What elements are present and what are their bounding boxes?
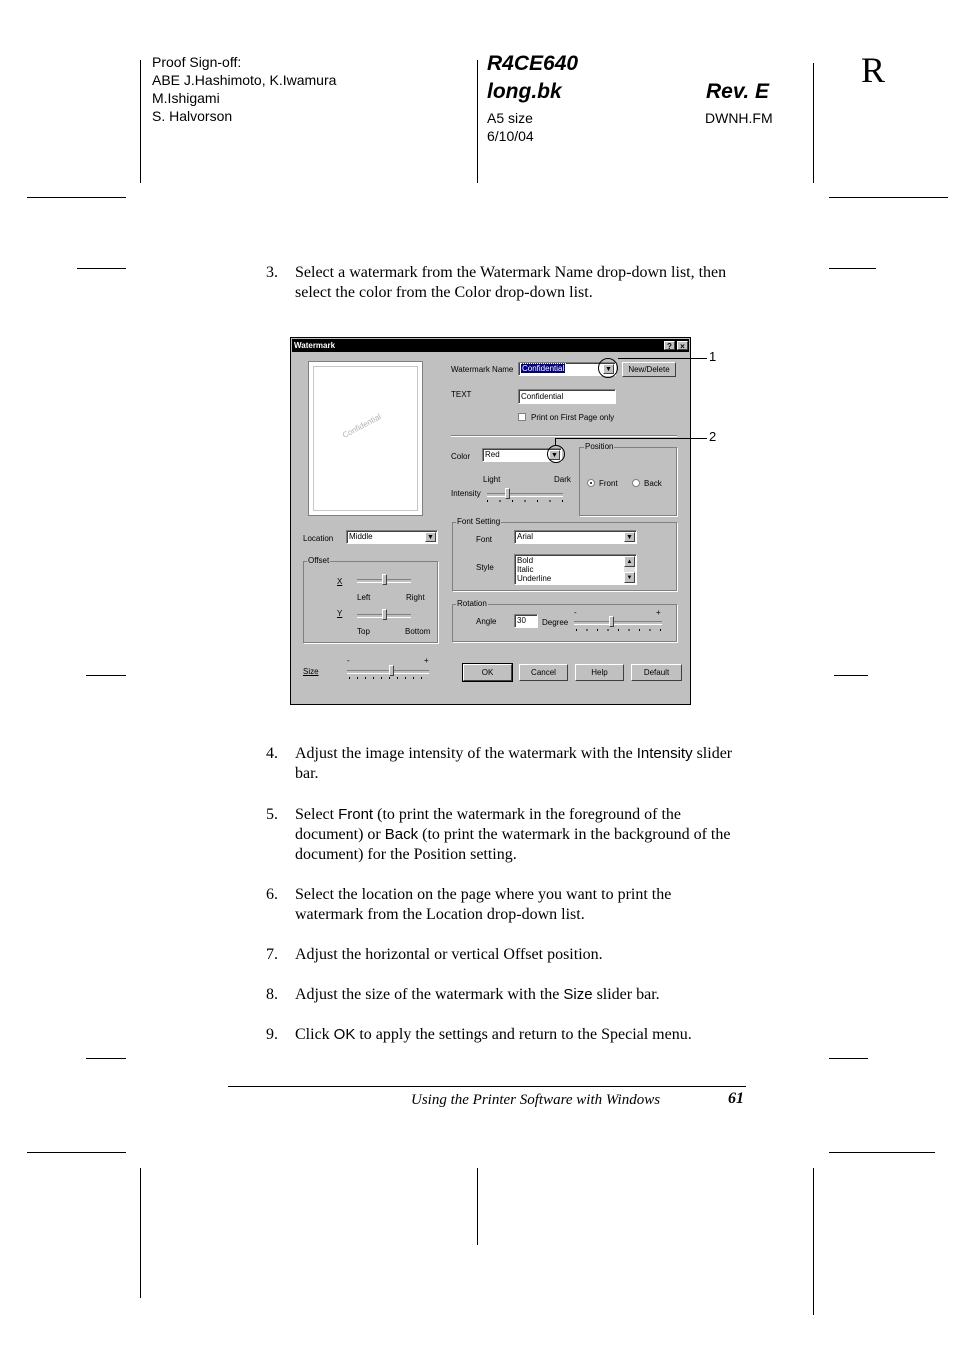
default-button[interactable]: Default	[631, 664, 682, 681]
step-text: Adjust the horizontal or vertical Offset position.	[295, 946, 603, 963]
callout-circle-1	[598, 358, 618, 378]
watermark-name-label: Watermark Name	[451, 365, 514, 374]
step-number: 5.	[266, 806, 278, 823]
text-input[interactable]: Confidential	[518, 389, 616, 404]
location-label: Location	[303, 534, 334, 543]
offset-label: Offset	[308, 556, 330, 565]
crop-mark	[86, 675, 126, 676]
step-text-part: (to print the watermark in the foreground of the document) or	[295, 806, 682, 843]
crop-mark	[140, 60, 141, 183]
step-text-part: slider bar.	[596, 986, 660, 1003]
dropdown-arrow-icon[interactable]: ▼	[603, 364, 614, 374]
crop-mark	[813, 63, 814, 183]
rotation-slider[interactable]	[574, 616, 662, 630]
preview-watermark: Confidential	[341, 412, 383, 440]
step-text	[295, 985, 766, 1005]
intensity-dark-label: Dark	[554, 475, 571, 484]
slider-ticks	[349, 677, 429, 679]
print-first-page-label: Print on First Page only	[531, 413, 615, 422]
header-size: A5 size	[487, 110, 533, 126]
step-text-part: (to print the watermark in the background of the document) for the Position setting.	[295, 826, 731, 863]
y-label: Y	[337, 609, 343, 618]
y-offset-slider[interactable]	[357, 609, 411, 623]
ui-term: OK	[333, 1026, 356, 1043]
slider-track	[487, 493, 563, 497]
rotation-label: Rotation	[457, 599, 487, 608]
header-code: R4CE640	[487, 52, 579, 75]
x-right-label: Right	[406, 593, 425, 602]
callout-number-2: 2	[709, 429, 717, 444]
step-text	[295, 1025, 760, 1045]
size-plus-label: +	[424, 656, 429, 665]
proof-line: Proof Sign-off:	[152, 54, 242, 70]
step-9	[266, 1025, 766, 1045]
header-date: 6/10/04	[487, 128, 534, 144]
crop-mark	[834, 675, 868, 676]
font-label: Font	[476, 535, 493, 544]
dropdown-arrow-icon[interactable]: ▼	[549, 450, 560, 460]
intensity-label: Intensity	[451, 489, 481, 498]
step-number: 6.	[266, 886, 278, 903]
watermark-name-value: Confidential	[522, 364, 565, 373]
step-6	[266, 885, 766, 925]
location-select[interactable]	[346, 530, 438, 544]
slider-ticks	[487, 500, 563, 502]
step-text	[295, 805, 747, 865]
proof-line: M.Ishigami	[152, 90, 220, 106]
location-value: Middle	[349, 532, 373, 541]
step-text-part: slider bar.	[295, 745, 733, 782]
y-bottom-label: Bottom	[405, 627, 431, 636]
font-setting-label: Font Setting	[457, 517, 501, 526]
step-text-part: Adjust the image intensity of the watermark with the	[295, 745, 633, 762]
x-label: X	[337, 577, 343, 586]
step-number: 8.	[266, 986, 278, 1003]
step-text-part: Select	[295, 806, 335, 823]
crop-mark	[477, 1168, 478, 1245]
color-label: Color	[451, 452, 471, 461]
font-value: Arial	[517, 532, 534, 541]
new-delete-button[interactable]: New/Delete	[622, 362, 676, 377]
rotation-minus-label: -	[574, 608, 577, 617]
header-book: long.bk	[487, 80, 562, 103]
footer-rule	[228, 1086, 746, 1087]
slider-thumb[interactable]	[609, 616, 614, 627]
callout-leader-2	[555, 438, 707, 439]
step-number: 4.	[266, 745, 278, 762]
callout-leader-1	[618, 358, 707, 359]
ui-term: Intensity	[636, 745, 693, 762]
size-minus-label: -	[347, 656, 350, 665]
style-listbox[interactable]	[514, 554, 637, 585]
dropdown-arrow-icon[interactable]: ▼	[425, 532, 436, 542]
step-text-part: Click	[295, 1026, 330, 1043]
degree-label: Degree	[542, 618, 569, 627]
slider-thumb[interactable]	[382, 609, 387, 620]
footer-title: Using the Printer Software with Windows	[411, 1092, 661, 1108]
crop-mark	[86, 1058, 126, 1059]
proof-signoff	[152, 53, 336, 125]
separator	[451, 435, 677, 437]
dialog-titlebar	[292, 339, 689, 352]
step-number: 3.	[266, 264, 278, 281]
text-label: TEXT	[451, 390, 472, 399]
slider-ticks	[576, 629, 662, 631]
crop-mark	[140, 1168, 141, 1298]
front-radio[interactable]	[587, 479, 595, 487]
style-label: Style	[476, 563, 494, 572]
step-text-part: Adjust the size of the watermark with the	[295, 986, 560, 1003]
back-radio[interactable]	[632, 479, 640, 487]
style-option[interactable]: Underline	[517, 574, 552, 583]
callout-number-1: 1	[709, 349, 717, 364]
slider-track	[574, 621, 662, 625]
slider-thumb[interactable]	[382, 574, 387, 585]
scrollbar[interactable]	[624, 556, 635, 583]
font-select[interactable]	[514, 530, 637, 544]
help-button[interactable]: Help	[575, 664, 624, 681]
preview-page	[313, 366, 418, 511]
style-option[interactable]: Italic	[517, 565, 534, 574]
preview-pane	[308, 361, 423, 516]
crop-mark	[27, 1152, 126, 1153]
header-file: DWNH.FM	[705, 110, 773, 126]
callout-circle-2	[547, 445, 565, 463]
crop-mark	[829, 268, 876, 269]
slider-thumb[interactable]	[389, 665, 394, 676]
step-3	[266, 263, 766, 303]
ui-term: Size	[563, 986, 593, 1003]
step-8	[266, 985, 766, 1005]
ok-button[interactable]: OK	[463, 664, 512, 681]
callout-leader-2	[555, 438, 556, 445]
slider-thumb[interactable]	[505, 488, 510, 499]
print-first-page-checkbox[interactable]	[518, 413, 526, 421]
cancel-button[interactable]: Cancel	[519, 664, 568, 681]
angle-input[interactable]: 30	[514, 614, 538, 628]
close-icon[interactable]: ×	[677, 341, 688, 350]
dialog-title: Watermark	[294, 341, 336, 350]
back-label: Back	[644, 479, 662, 488]
crop-mark	[77, 268, 126, 269]
scroll-down-icon[interactable]: ▼	[624, 572, 635, 583]
front-label: Front	[599, 479, 618, 488]
step-text-part: to apply the settings and return to the Special menu.	[359, 1026, 692, 1043]
slider-track	[347, 670, 429, 674]
crop-mark	[477, 60, 478, 183]
scroll-up-icon[interactable]: ▲	[624, 556, 635, 567]
proof-line: ABE J.Hashimoto, K.Iwamura	[152, 72, 337, 88]
header-rev: Rev. E	[706, 80, 770, 103]
step-4	[266, 744, 766, 784]
step-7	[266, 945, 766, 965]
x-offset-slider[interactable]	[357, 574, 411, 588]
rotation-plus-label: +	[656, 608, 661, 617]
step-text: Select the location on the page where you want to print the watermark from the Location drop-down list.	[295, 886, 672, 923]
angle-label: Angle	[476, 617, 497, 626]
proof-line: S. Halvorson	[152, 108, 233, 124]
y-top-label: Top	[357, 627, 370, 636]
crop-mark	[27, 197, 126, 198]
size-label: Size	[303, 667, 319, 676]
step-5	[266, 805, 766, 865]
step-number: 7.	[266, 946, 278, 963]
crop-mark	[829, 1058, 868, 1059]
position-label: Position	[585, 442, 614, 451]
color-value: Red	[485, 450, 500, 459]
dropdown-arrow-icon[interactable]: ▼	[624, 532, 635, 542]
page-number: 61	[728, 1090, 744, 1107]
ui-term: Front	[338, 806, 374, 823]
step-text: Select a watermark from the Watermark Name drop-down list, then select the color from the Color drop-down list.	[295, 264, 727, 301]
x-left-label: Left	[357, 593, 371, 602]
corner-letter: R	[861, 50, 886, 90]
help-icon[interactable]: ?	[664, 341, 675, 350]
step-number: 9.	[266, 1026, 278, 1043]
ui-term: Back	[384, 826, 419, 843]
watermark-dialog	[290, 337, 691, 705]
step-text	[295, 744, 735, 784]
crop-mark	[813, 1168, 814, 1315]
crop-mark	[829, 197, 948, 198]
crop-mark	[829, 1152, 935, 1153]
intensity-light-label: Light	[483, 475, 501, 484]
style-option[interactable]: Bold	[517, 556, 534, 565]
